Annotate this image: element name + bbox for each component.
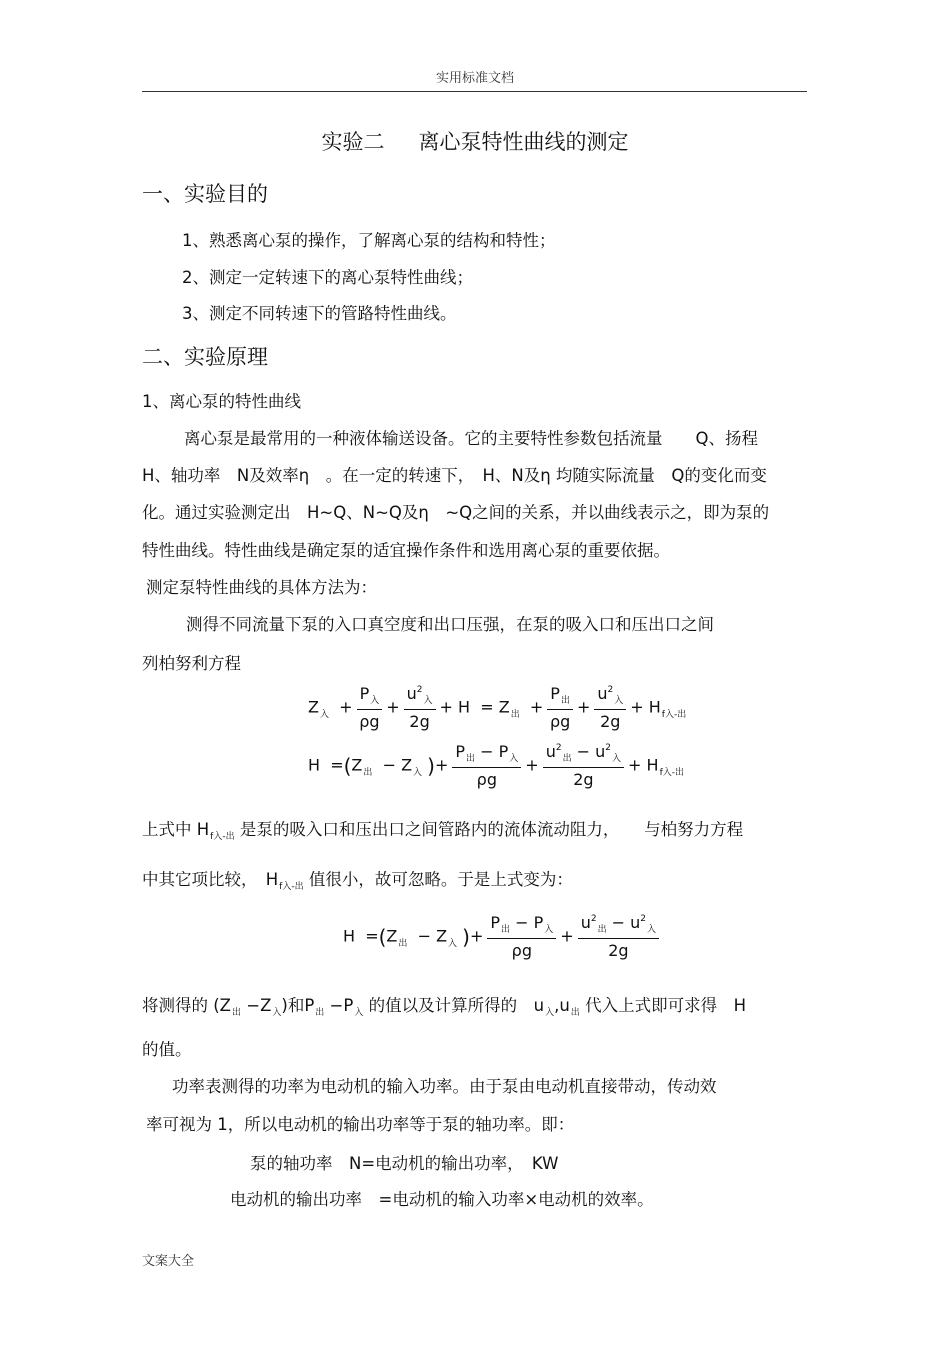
- note-line2-a: 中其它项比较，: [142, 870, 250, 889]
- note-line1-a: 上式中: [142, 820, 192, 839]
- note-line2-b: 值很小，故可忽略。于是上式变为：: [308, 870, 573, 889]
- bernoulli-equation: $Z_入$ + $\frac{P_入}{\rho g}$ + $\frac{u^2_入}{2g}$ + $H = Z_出$ + $\frac{P_出}{\rho g}$ + $\frac{u^2_入}{2g}$ + $H_{f入-出}$: [308, 684, 687, 731]
- note-line2: 中其它项比较， $H_{f入-出}$ 值很小，故可忽略。于是上式变为：: [142, 870, 573, 892]
- para3-b: 和: [287, 996, 305, 1015]
- para3-line2: 的值。: [142, 1040, 192, 1059]
- para3-line1: 将测得的 $(Z_出 -Z_入)$和$P_出 -P_入$ 的值以及计算所得的 $u_入,u_出$ 代入上式即可求得 H: [142, 996, 746, 1018]
- section2-heading: 二、实验原理: [142, 345, 268, 369]
- motor-power-line: 电动机的输出功率 =电动机的输入功率×电动机的效率。: [230, 1190, 654, 1209]
- para3-a: 将测得的: [142, 996, 208, 1015]
- shaft-power-line: 泵的轴功率 N=电动机的输出功率， KW: [250, 1154, 559, 1173]
- para2-line2: 列柏努利方程: [142, 654, 241, 673]
- para1-line4: 特性曲线。特性曲线是确定泵的适宜操作条件和选用离心泵的重要依据。: [142, 541, 670, 560]
- para4-line2: 率可视为 1，所以电动机的输出功率等于泵的轴功率。即：: [146, 1115, 575, 1134]
- title-part1: 实验二: [321, 130, 385, 154]
- subsection-1: 1、离心泵的特性曲线: [142, 392, 301, 411]
- para1-line3: 化。通过实验测定出 H~Q、N~Q及η ~Q之间的关系，并以曲线表示之，即为泵的: [142, 503, 770, 522]
- para1-line1: 离心泵是最常用的一种液体输送设备。它的主要特性参数包括流量 Q、扬程: [184, 429, 758, 448]
- header-rule: [142, 91, 807, 92]
- para3-d: 代入上式即可求得 H: [585, 996, 746, 1015]
- para2-line1: 测得不同流量下泵的入口真空度和出口压强，在泵的吸入口和压出口之间: [186, 615, 714, 634]
- para4-line1: 功率表测得的功率为电动机的输入功率。由于泵由电动机直接带动，传动效: [172, 1077, 717, 1096]
- para3-c: 的值以及计算所得的: [368, 996, 518, 1015]
- page-footer: 文案大全: [142, 1254, 195, 1269]
- note-line1: 上式中 $H_{f入-出}$ 是泵的吸入口和压出口之间管路内的流体流动阻力， 与柏努力方程: [142, 820, 744, 842]
- objective-item-3: 3、测定不同转速下的管路特性曲线。: [182, 304, 457, 323]
- note-line1-b: 是泵的吸入口和压出口之间管路内的流体流动阻力， 与柏努力方程: [239, 820, 744, 839]
- page-title: [0, 126, 950, 156]
- page-header: 实用标准文档: [435, 71, 514, 86]
- head-equation-full: $H =(Z_出 - Z_入$ )+ $\frac{P_出 - P_入}{\rho g}$ + $\frac{u^2_出 - u^2_入}{2g}$ + $H_{f入-出}$: [308, 742, 684, 789]
- section1-heading: 一、实验目的: [142, 182, 268, 206]
- objective-item-2: 2、测定一定转速下的离心泵特性曲线；: [182, 268, 473, 287]
- title-part2: 离心泵特性曲线的测定: [418, 130, 629, 154]
- objective-item-1: 1、熟悉离心泵的操作，了解离心泵的结构和特性；: [182, 231, 556, 250]
- para1-line2: H、轴功率 N及效率η 。在一定的转速下， H、N及η 均随实际流量 Q的变化而变: [142, 466, 767, 485]
- head-equation-simplified: $H =(Z_出 - Z_入$ )+ $\frac{P_出 - P_入}{\rho g}$ + $\frac{u^2_出 - u^2_入}{2g}$: [343, 913, 663, 961]
- method-label: 测定泵特性曲线的具体方法为：: [146, 578, 377, 597]
